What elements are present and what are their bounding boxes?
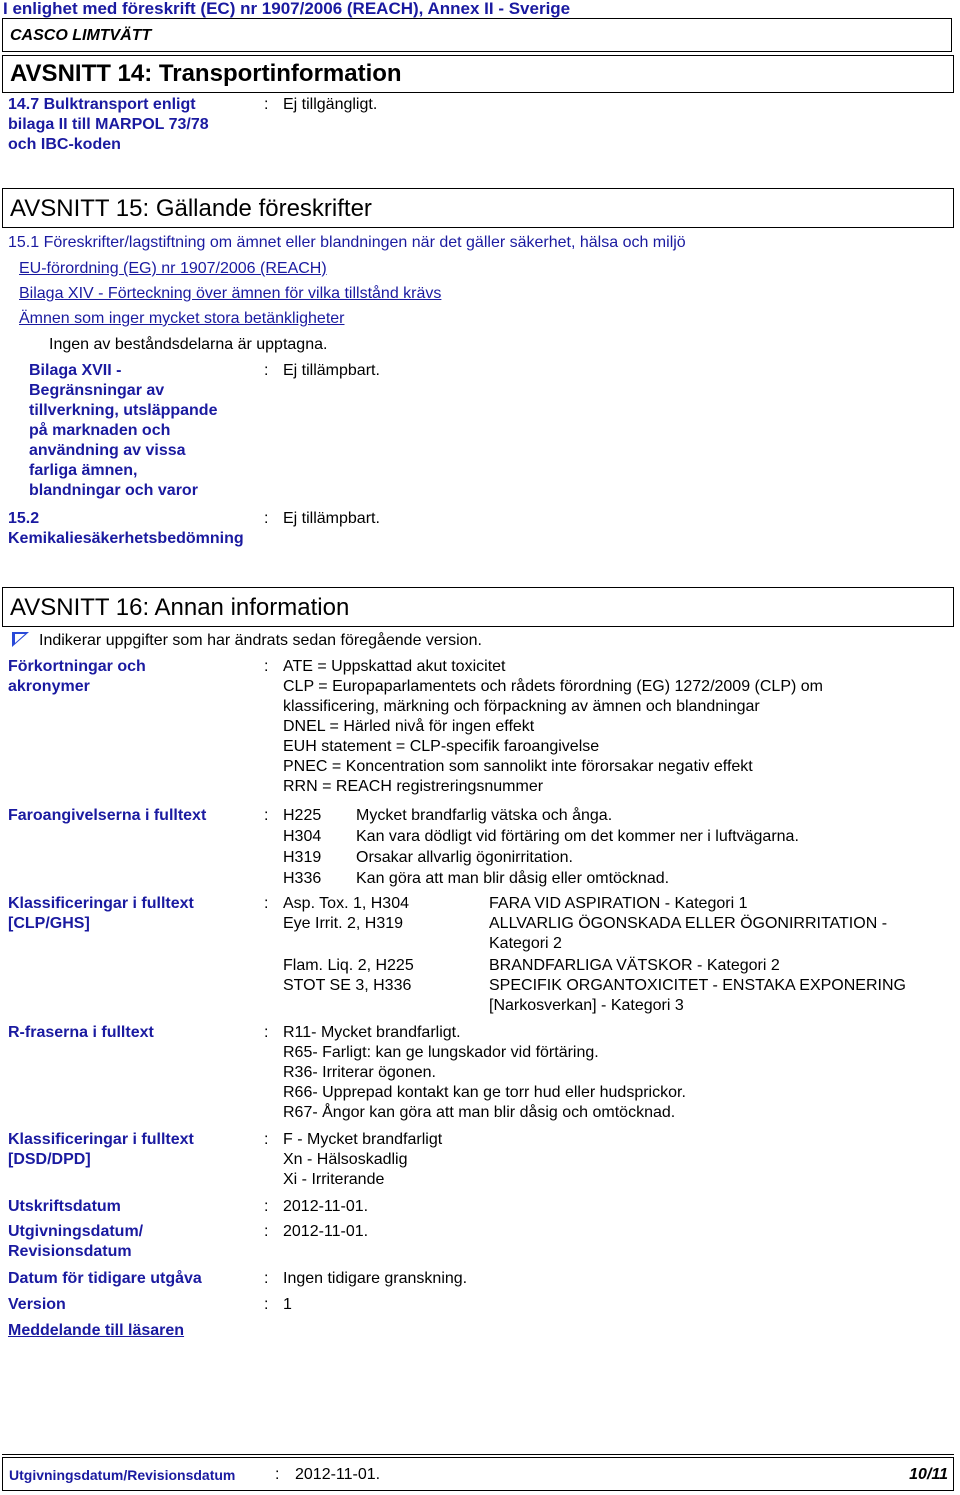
bulk-transport-label: 14.7 Bulktransport enligt bilaga II till MARPOL 73/78 och IBC-koden	[8, 96, 209, 153]
colon: :	[264, 658, 269, 675]
abbreviations-label: Förkortningar och akronymer	[8, 658, 146, 695]
hazard-statements-label: Faroangivelserna i fulltext	[8, 807, 207, 824]
dsd-classifications-label: Klassificeringar i fulltext [DSD/DPD]	[8, 1131, 194, 1168]
subsection-15-1-title: 15.1 Föreskrifter/lagstiftning om ämnet eller blandningen när det gäller säkerhet, hälsa och miljö	[8, 234, 686, 251]
colon: :	[264, 1270, 269, 1287]
colon: :	[264, 1024, 269, 1041]
notice-to-reader-link[interactable]: Meddelande till läsaren	[8, 1322, 185, 1339]
colon: :	[264, 1131, 269, 1148]
list-item: DNEL = Härled nivå för ingen effekt	[283, 718, 535, 735]
list-item: Xn - Hälsoskadlig	[283, 1151, 408, 1168]
none-listed-text: Ingen av beståndsdelarna är upptagna.	[49, 336, 328, 353]
print-date-label: Utskriftsdatum	[8, 1198, 121, 1215]
r-phrases-label: R-fraserna i fulltext	[8, 1024, 154, 1041]
version-label: Version	[8, 1296, 66, 1313]
list-item: ATE = Uppskattad akut toxicitet	[283, 658, 506, 675]
hazard-statements-list	[283, 806, 799, 890]
clp-row: STOT SE 3, H336 SPECIFIK ORGANTOXICITET - ENSTAKA EXPONERING [Narkosverkan] - Kategori 3	[283, 977, 906, 1014]
hazard-row: H225 Mycket brandfarlig vätska och ånga.	[283, 807, 613, 824]
section-16-header	[2, 587, 954, 627]
hazard-row: H319 Orsakar allvarlig ögonirritation.	[283, 849, 573, 866]
clp-row: Flam. Liq. 2, H225 BRANDFARLIGA VÄTSKOR - Kategori 2	[283, 957, 780, 974]
issue-date-value: 2012-11-01.	[283, 1223, 369, 1240]
list-item: R11- Mycket brandfarligt.	[283, 1024, 461, 1041]
chemical-safety-assessment-label: 15.2 Kemikaliesäkerhetsbedömning	[8, 510, 244, 547]
section-15-title: AVSNITT 15: Gällande föreskrifter	[10, 195, 372, 222]
regulation-header: I enlighet med föreskrift (EC) nr 1907/2006 (REACH), Annex II - Sverige	[3, 0, 571, 18]
list-item: RRN = REACH registreringsnummer	[283, 778, 544, 795]
svhc-link[interactable]: Ämnen som inger mycket stora betänkligheter	[19, 310, 345, 327]
bulk-transport-value: Ej tillgängligt.	[283, 96, 378, 113]
reach-regulation-link[interactable]: EU-förordning (EG) nr 1907/2006 (REACH)	[19, 260, 327, 277]
colon: :	[264, 1198, 269, 1215]
colon: :	[264, 895, 269, 912]
annex-xvii-label: Bilaga XVII - Begränsningar av tillverkning, utsläppande på marknaden och användning av vissa farliga ämnen, blandningar och varor	[29, 362, 218, 499]
product-name: CASCO LIMTVÄTT	[10, 27, 152, 44]
clp-row: Eye Irrit. 2, H319 ALLVARLIG ÖGONSKADA ELLER ÖGONIRRITATION - Kategori 2	[283, 915, 888, 952]
list-item: EUH statement = CLP-specifik faroangivelse	[283, 738, 600, 755]
product-name-box	[2, 18, 952, 52]
list-item: R67- Ångor kan göra att man blir dåsig och omtöcknad.	[283, 1104, 676, 1121]
colon: :	[264, 807, 269, 824]
list-item: klassificering, märkning och förpackning av ämnen och blandningar	[283, 698, 760, 715]
section-16-title: AVSNITT 16: Annan information	[10, 594, 350, 621]
r-phrases-list	[283, 1023, 686, 1123]
previous-version-label: Datum för tidigare utgåva	[8, 1270, 202, 1287]
list-item: R36- Irriterar ögonen.	[283, 1064, 436, 1081]
list-item: Xi - Irriterande	[283, 1171, 385, 1188]
annex-xiv-link[interactable]: Bilaga XIV - Förteckning över ämnen för vilka tillstånd krävs	[19, 285, 442, 302]
annex-xvii-value: Ej tillämpbart.	[283, 362, 380, 379]
clp-classifications-label: Klassificeringar i fulltext [CLP/GHS]	[8, 895, 194, 932]
section-15-header	[2, 188, 954, 228]
colon: :	[264, 510, 269, 527]
footer-divider	[2, 1454, 954, 1455]
previous-version-value: Ingen tidigare granskning.	[283, 1270, 468, 1287]
colon: :	[264, 362, 269, 379]
footer	[2, 1457, 954, 1491]
list-item: R66- Upprepad kontakt kan ge torr hud eller hudsprickor.	[283, 1084, 686, 1101]
dsd-classifications-list	[283, 1130, 442, 1190]
list-item: PNEC = Koncentration som sannolikt inte förorsakar negativ effekt	[283, 758, 753, 775]
list-item: CLP = Europaparlamentets och rådets förordning (EG) 1272/2009 (CLP) om	[283, 678, 823, 695]
list-item: F - Mycket brandfarligt	[283, 1131, 443, 1148]
print-date-value: 2012-11-01.	[283, 1198, 369, 1215]
changed-marker-icon	[12, 632, 30, 648]
colon: :	[275, 1466, 280, 1483]
abbreviations-list	[283, 657, 823, 797]
colon: :	[264, 1296, 269, 1313]
list-item: R65- Farligt: kan ge lungskador vid förtäring.	[283, 1044, 599, 1061]
footer-date-label: Utgivningsdatum/Revisionsdatum	[9, 1467, 236, 1483]
changed-note: Indikerar uppgifter som har ändrats sedan föregående version.	[39, 632, 482, 649]
hazard-row: H304 Kan vara dödligt vid förtäring om det kommer ner i luftvägarna.	[283, 828, 799, 845]
chemical-safety-assessment-value: Ej tillämpbart.	[283, 510, 380, 527]
colon: :	[264, 1223, 269, 1240]
hazard-row: H336 Kan göra att man blir dåsig eller omtöcknad.	[283, 870, 670, 887]
section-14-header	[2, 55, 954, 93]
clp-row: Asp. Tox. 1, H304 FARA VID ASPIRATION - Kategori 1	[283, 895, 748, 912]
page-number: 10/11	[909, 1466, 948, 1483]
section-14-title: AVSNITT 14: Transportinformation	[10, 60, 402, 87]
colon: :	[264, 96, 269, 113]
version-value: 1	[283, 1296, 292, 1313]
footer-date-value: 2012-11-01.	[295, 1466, 381, 1483]
issue-date-label: Utgivningsdatum/ Revisionsdatum	[8, 1223, 144, 1260]
